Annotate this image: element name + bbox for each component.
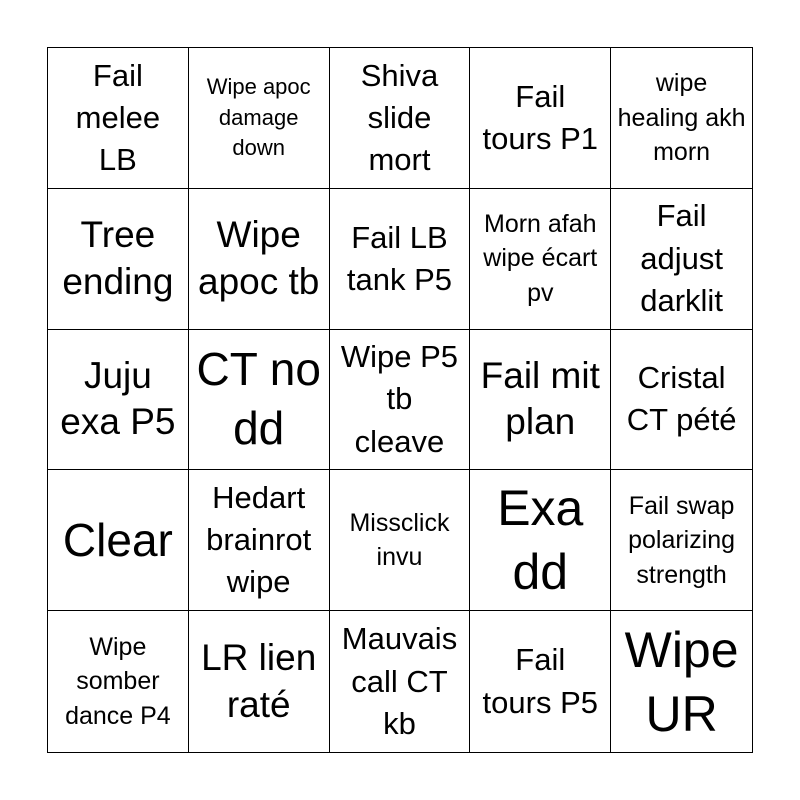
cell-text: Fail swap polarizing strength <box>628 491 736 589</box>
bingo-cell[interactable] <box>470 330 611 471</box>
bingo-cell[interactable] <box>330 48 471 189</box>
bingo-cell[interactable] <box>470 470 611 611</box>
cell-text: Fail tours P1 <box>482 78 598 156</box>
bingo-cell[interactable] <box>611 330 752 471</box>
bingo-cell[interactable] <box>611 48 752 189</box>
cell-text: CT no dd <box>196 342 321 455</box>
cell-text: Wipe UR <box>624 621 739 742</box>
bingo-cell[interactable] <box>48 470 189 611</box>
bingo-cell[interactable] <box>48 330 189 471</box>
bingo-cell[interactable] <box>611 611 752 752</box>
bingo-cell[interactable] <box>611 189 752 330</box>
cell-text: wipe healing akh morn <box>617 69 746 167</box>
cell-text: Wipe apoc tb <box>198 214 320 302</box>
bingo-cell[interactable] <box>330 189 471 330</box>
bingo-cell[interactable] <box>189 611 330 752</box>
bingo-cell[interactable] <box>611 470 752 611</box>
cell-text: Shiva slide mort <box>360 57 439 177</box>
cell-text: Juju exa P5 <box>60 354 176 443</box>
bingo-cell[interactable] <box>470 48 611 189</box>
cell-text: Fail tours P5 <box>482 642 598 720</box>
cell-text: Wipe apoc damage down <box>206 73 311 161</box>
bingo-cell[interactable] <box>48 189 189 330</box>
bingo-cell[interactable] <box>48 611 189 752</box>
bingo-cell[interactable] <box>470 189 611 330</box>
bingo-cell[interactable] <box>330 330 471 471</box>
cell-text: Fail LB tank P5 <box>346 219 453 297</box>
cell-text: Fail melee LB <box>75 57 161 177</box>
cell-text: Hedart brainrot wipe <box>206 480 312 600</box>
bingo-cell[interactable] <box>189 48 330 189</box>
cell-text: Fail mit plan <box>480 354 600 443</box>
cell-text: Fail adjust darklit <box>640 198 723 318</box>
cell-text: Exa dd <box>497 480 584 601</box>
bingo-cell[interactable] <box>470 611 611 752</box>
cell-text: Clear <box>62 513 173 566</box>
bingo-cell[interactable] <box>330 611 471 752</box>
bingo-cell[interactable] <box>330 470 471 611</box>
cell-text: Wipe P5 tb cleave <box>340 339 459 459</box>
bingo-cell[interactable] <box>189 330 330 471</box>
cell-text: Tree ending <box>62 214 174 302</box>
cell-text: Mauvais call CT kb <box>341 621 458 741</box>
cell-text: LR lien raté <box>201 636 317 725</box>
cell-text: Morn afah wipe écart pv <box>483 209 598 307</box>
bingo-cell[interactable] <box>189 189 330 330</box>
bingo-cell[interactable] <box>189 470 330 611</box>
cell-text: Cristal CT pété <box>626 360 737 438</box>
cell-text: Missclick invu <box>349 508 450 572</box>
bingo-cell[interactable] <box>48 48 189 189</box>
cell-text: Wipe somber dance P4 <box>65 632 171 730</box>
bingo-board <box>47 47 753 753</box>
